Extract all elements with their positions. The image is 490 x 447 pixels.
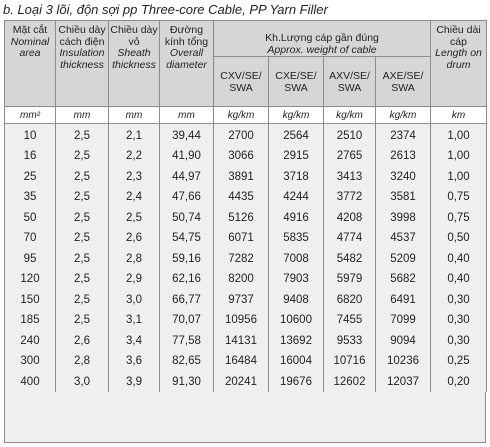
cell-nominal-area: 240 [5, 331, 56, 352]
cell-length: 0,25 [431, 351, 487, 372]
cell-insulation: 2,5 [56, 124, 109, 147]
table-row [5, 167, 487, 188]
cell-insulation: 2,8 [56, 351, 109, 372]
cell-weight-cxv: 9737 [214, 290, 269, 311]
table-row [5, 146, 487, 167]
table-row [5, 372, 487, 393]
cell-insulation: 2,5 [56, 167, 109, 188]
cell-sheath: 2,6 [109, 228, 160, 249]
header-insulation-thickness: Chiều dày cách điện Insulation thickness [56, 21, 109, 107]
unit-cell: kg/km [376, 107, 431, 124]
cell-weight-cxe: 2564 [269, 124, 324, 147]
cell-weight-axv: 6820 [324, 290, 376, 311]
unit-cell: mm² [5, 107, 56, 124]
cell-nominal-area: 185 [5, 310, 56, 331]
cell-insulation: 3,0 [56, 372, 109, 393]
cell-sheath: 2,4 [109, 187, 160, 208]
cell-weight-axe: 6491 [376, 290, 431, 311]
units-row [5, 107, 487, 124]
cell-nominal-area: 95 [5, 249, 56, 270]
cell-weight-cxv: 14131 [214, 331, 269, 352]
cell-weight-cxe: 7008 [269, 249, 324, 270]
cell-weight-cxv: 5126 [214, 208, 269, 229]
cell-nominal-area: 150 [5, 290, 56, 311]
cell-insulation: 2,5 [56, 146, 109, 167]
header-length-on-drum: Chiều dài cáp Length on drum [431, 21, 487, 107]
cell-diameter: 39,44 [160, 124, 214, 147]
unit-cell: km [431, 107, 487, 124]
cell-weight-cxe: 7903 [269, 269, 324, 290]
cell-diameter: 91,30 [160, 372, 214, 393]
table-row [5, 228, 487, 249]
header-sheath-thickness: Chiều dày vỏ Sheath thickness [109, 21, 160, 107]
cell-diameter: 41,90 [160, 146, 214, 167]
cell-insulation: 2,5 [56, 290, 109, 311]
cell-diameter: 54,75 [160, 228, 214, 249]
table-row [5, 290, 487, 311]
cell-sheath: 3,0 [109, 290, 160, 311]
table-row [5, 310, 487, 331]
cell-weight-cxe: 3718 [269, 167, 324, 188]
cell-insulation: 2,5 [56, 187, 109, 208]
cell-weight-cxv: 10956 [214, 310, 269, 331]
cell-weight-axv: 10716 [324, 351, 376, 372]
cell-diameter: 82,65 [160, 351, 214, 372]
cell-weight-axv: 4208 [324, 208, 376, 229]
cell-length: 1,00 [431, 167, 487, 188]
cell-insulation: 2,5 [56, 208, 109, 229]
cell-diameter: 66,77 [160, 290, 214, 311]
cell-weight-axv: 2510 [324, 124, 376, 147]
cell-nominal-area: 50 [5, 208, 56, 229]
cell-weight-cxv: 8200 [214, 269, 269, 290]
cell-weight-cxe: 13692 [269, 331, 324, 352]
cell-diameter: 62,16 [160, 269, 214, 290]
cell-length: 0,40 [431, 249, 487, 270]
cell-weight-cxe: 5835 [269, 228, 324, 249]
cell-sheath: 2,9 [109, 269, 160, 290]
cell-length: 1,00 [431, 146, 487, 167]
header-overall-diameter: Đường kính tổng Overall diameter [160, 21, 214, 107]
cell-sheath: 2,3 [109, 167, 160, 188]
cell-diameter: 59,16 [160, 249, 214, 270]
cell-sheath: 3,4 [109, 331, 160, 352]
cell-diameter: 70,07 [160, 310, 214, 331]
cell-diameter: 47,66 [160, 187, 214, 208]
cell-sheath: 2,8 [109, 249, 160, 270]
cell-weight-axv: 2765 [324, 146, 376, 167]
cell-nominal-area: 25 [5, 167, 56, 188]
cell-diameter: 44,97 [160, 167, 214, 188]
cell-weight-axe: 2613 [376, 146, 431, 167]
unit-cell: kg/km [269, 107, 324, 124]
cell-nominal-area: 70 [5, 228, 56, 249]
cell-nominal-area: 16 [5, 146, 56, 167]
cell-length: 0,75 [431, 187, 487, 208]
cell-diameter: 77,58 [160, 331, 214, 352]
cell-weight-cxv: 20241 [214, 372, 269, 393]
cell-insulation: 2,6 [56, 331, 109, 352]
table-row [5, 351, 487, 372]
cell-length: 0,75 [431, 208, 487, 229]
header-nominal-area: Mặt cắt Nominal area [5, 21, 56, 107]
cell-length: 0,30 [431, 310, 487, 331]
cell-weight-cxe: 4916 [269, 208, 324, 229]
cell-weight-cxe: 16004 [269, 351, 324, 372]
table-row [5, 331, 487, 352]
table-title: b. Loại 3 lõi, độn sợi pp Three-core Cable, PP Yarn Filler [3, 2, 328, 17]
cell-weight-cxe: 4244 [269, 187, 324, 208]
cell-weight-axe: 5682 [376, 269, 431, 290]
cell-weight-axe: 5209 [376, 249, 431, 270]
cell-weight-axe: 9094 [376, 331, 431, 352]
cell-weight-axv: 9533 [324, 331, 376, 352]
cell-weight-cxv: 7282 [214, 249, 269, 270]
header-weight-cxv: CXV/SE/ SWA [214, 57, 269, 107]
header-approx-weight: Kh.Lượng cáp gần đúng Approx. weight of cable [214, 21, 431, 57]
unit-cell: mm [56, 107, 109, 124]
cell-diameter: 50,74 [160, 208, 214, 229]
cell-weight-cxe: 9408 [269, 290, 324, 311]
header-weight-axv: AXV/SE/ SWA [324, 57, 376, 107]
cell-weight-cxv: 3066 [214, 146, 269, 167]
cell-weight-axv: 5482 [324, 249, 376, 270]
unit-cell: kg/km [214, 107, 269, 124]
cell-weight-axe: 7099 [376, 310, 431, 331]
unit-cell: kg/km [324, 107, 376, 124]
cell-weight-axv: 4774 [324, 228, 376, 249]
cell-weight-cxv: 2700 [214, 124, 269, 147]
cell-weight-cxv: 3891 [214, 167, 269, 188]
cell-nominal-area: 10 [5, 124, 56, 147]
unit-cell: mm [109, 107, 160, 124]
table-row [5, 208, 487, 229]
table-row [5, 269, 487, 290]
cell-nominal-area: 400 [5, 372, 56, 393]
cell-weight-cxe: 19676 [269, 372, 324, 393]
cable-spec-table [4, 20, 487, 392]
cell-weight-cxe: 10600 [269, 310, 324, 331]
cell-weight-axe: 4537 [376, 228, 431, 249]
cell-length: 0,30 [431, 331, 487, 352]
cell-weight-cxe: 2915 [269, 146, 324, 167]
cell-weight-axe: 3581 [376, 187, 431, 208]
cell-sheath: 2,5 [109, 208, 160, 229]
cell-weight-cxv: 16484 [214, 351, 269, 372]
cell-insulation: 2,5 [56, 269, 109, 290]
table-row [5, 187, 487, 208]
cell-nominal-area: 35 [5, 187, 56, 208]
cell-length: 1,00 [431, 124, 487, 147]
cell-weight-axe: 12037 [376, 372, 431, 393]
cell-sheath: 2,1 [109, 124, 160, 147]
table-row [5, 124, 487, 147]
cell-sheath: 3,1 [109, 310, 160, 331]
cell-sheath: 2,2 [109, 146, 160, 167]
cell-nominal-area: 300 [5, 351, 56, 372]
cell-insulation: 2,5 [56, 228, 109, 249]
header-weight-cxe: CXE/SE/ SWA [269, 57, 324, 107]
cell-sheath: 3,6 [109, 351, 160, 372]
cell-weight-axv: 12602 [324, 372, 376, 393]
cell-insulation: 2,5 [56, 249, 109, 270]
cell-length: 0,40 [431, 269, 487, 290]
cell-nominal-area: 120 [5, 269, 56, 290]
cell-weight-axv: 5979 [324, 269, 376, 290]
cell-weight-axe: 3240 [376, 167, 431, 188]
header-weight-axe: AXE/SE/ SWA [376, 57, 431, 107]
cell-length: 0,30 [431, 290, 487, 311]
cell-sheath: 3,9 [109, 372, 160, 393]
cell-weight-cxv: 4435 [214, 187, 269, 208]
cell-weight-axv: 7455 [324, 310, 376, 331]
cell-weight-axv: 3772 [324, 187, 376, 208]
cell-length: 0,50 [431, 228, 487, 249]
cell-weight-axe: 3998 [376, 208, 431, 229]
table-row [5, 249, 487, 270]
unit-cell: mm [160, 107, 214, 124]
cell-weight-cxv: 6071 [214, 228, 269, 249]
cell-length: 0,20 [431, 372, 487, 393]
cell-weight-axe: 10236 [376, 351, 431, 372]
cell-insulation: 2,5 [56, 310, 109, 331]
cell-weight-axv: 3413 [324, 167, 376, 188]
cell-weight-axe: 2374 [376, 124, 431, 147]
